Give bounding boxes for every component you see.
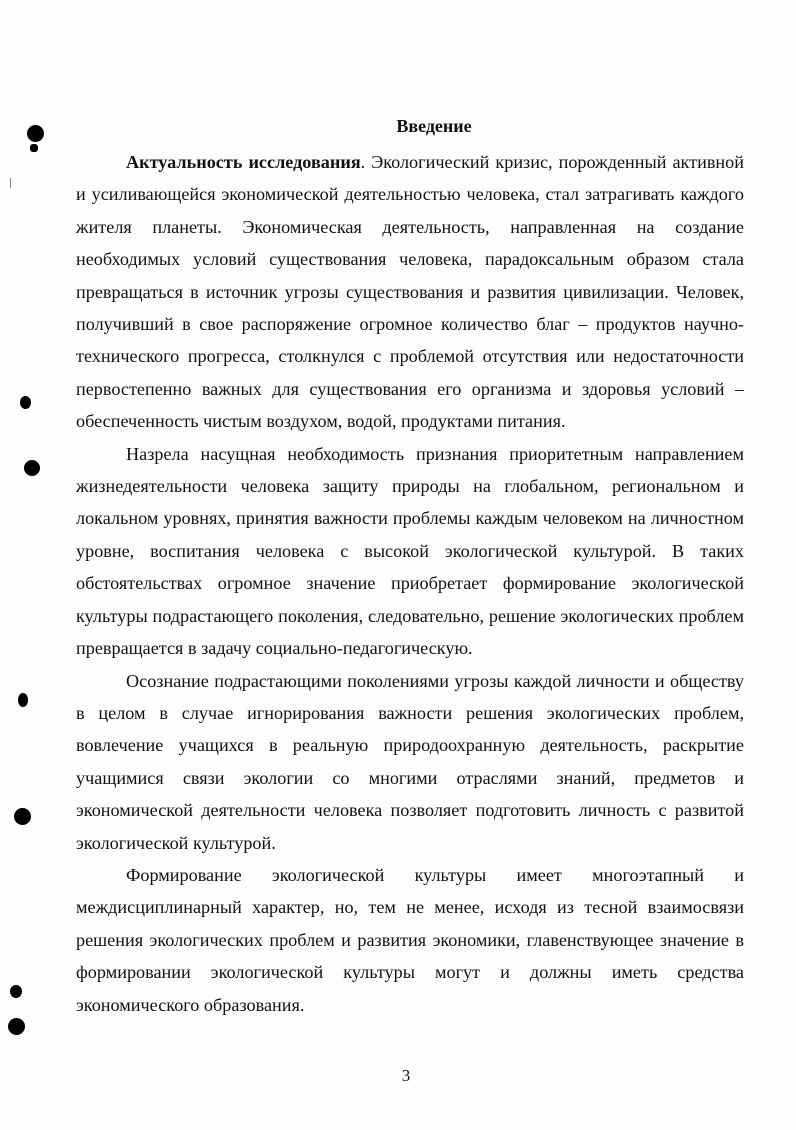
scan-speck-mark <box>10 178 11 188</box>
punch-hole-mark <box>20 396 31 409</box>
paragraph-lead: Актуальность исследования <box>126 152 361 172</box>
punch-hole-mark <box>18 693 28 707</box>
paragraph-relevance <box>76 146 744 438</box>
paragraph: Осознание подрастающими поколениями угрозы каждой личности и обществу в целом в случае игнорирования важности решения экологических проблем, вовлечение учащихся в реальную природоохранную деятельность, раскрытие учащимися связи экологии со многими отраслями знаний, предметов и экономической деятельности человека позволяет подготовить личность с развитой экологической культурой. <box>76 670 744 853</box>
document-title: Введение <box>396 116 472 136</box>
page-number: 3 <box>401 1066 411 1085</box>
scan-speck-mark <box>30 144 38 152</box>
punch-hole-mark <box>24 460 40 476</box>
paragraph: Назрела насущная необходимость признания приоритетным направлением жизнедеятельности человека защиту природы на глобальном, региональном и локальном уровнях, принятия важности проблемы каждым человеком на личностном уровне, воспитания человека с высокой экологической культурой. В таких обстоятельствах огромное значение приобретает формирование экологической культуры подрастающего поколения, следовательно, решение экологических проблем превращается в задачу социально-педагогическую. <box>76 443 744 659</box>
paragraph-text: . Экологический кризис, порожденный активной и усиливающейся экономической деятельностью человека, стал затрагивать каждого жителя планеты. Экономическая деятельность, направленная на создание необходимых условий существования человека, парадоксальным образом стала превращаться в источник угрозы существования и развития цивилизации. Человек, получивший в свое распоряжение огромное количество благ – продуктов научно-технического прогресса, столкнулся с проблемой отсутствия или недостаточности первостепенно важных для существования его организма и здоровья условий – обеспеченность чистым воздухом, водой, продуктами питания. <box>76 152 744 432</box>
punch-hole-mark <box>8 1018 25 1035</box>
paragraph: Формирование экологической культуры имеет многоэтапный и междисциплинарный характер, но, тем не менее, исходя из тесной взаимосвязи решения экологических проблем и развития экономики, главенствующее значение в формировании экологической культуры могут и должны иметь средства экономического образования. <box>76 864 744 1015</box>
punch-hole-mark <box>10 985 22 998</box>
punch-hole-mark <box>14 808 31 825</box>
document-body <box>76 146 744 1021</box>
